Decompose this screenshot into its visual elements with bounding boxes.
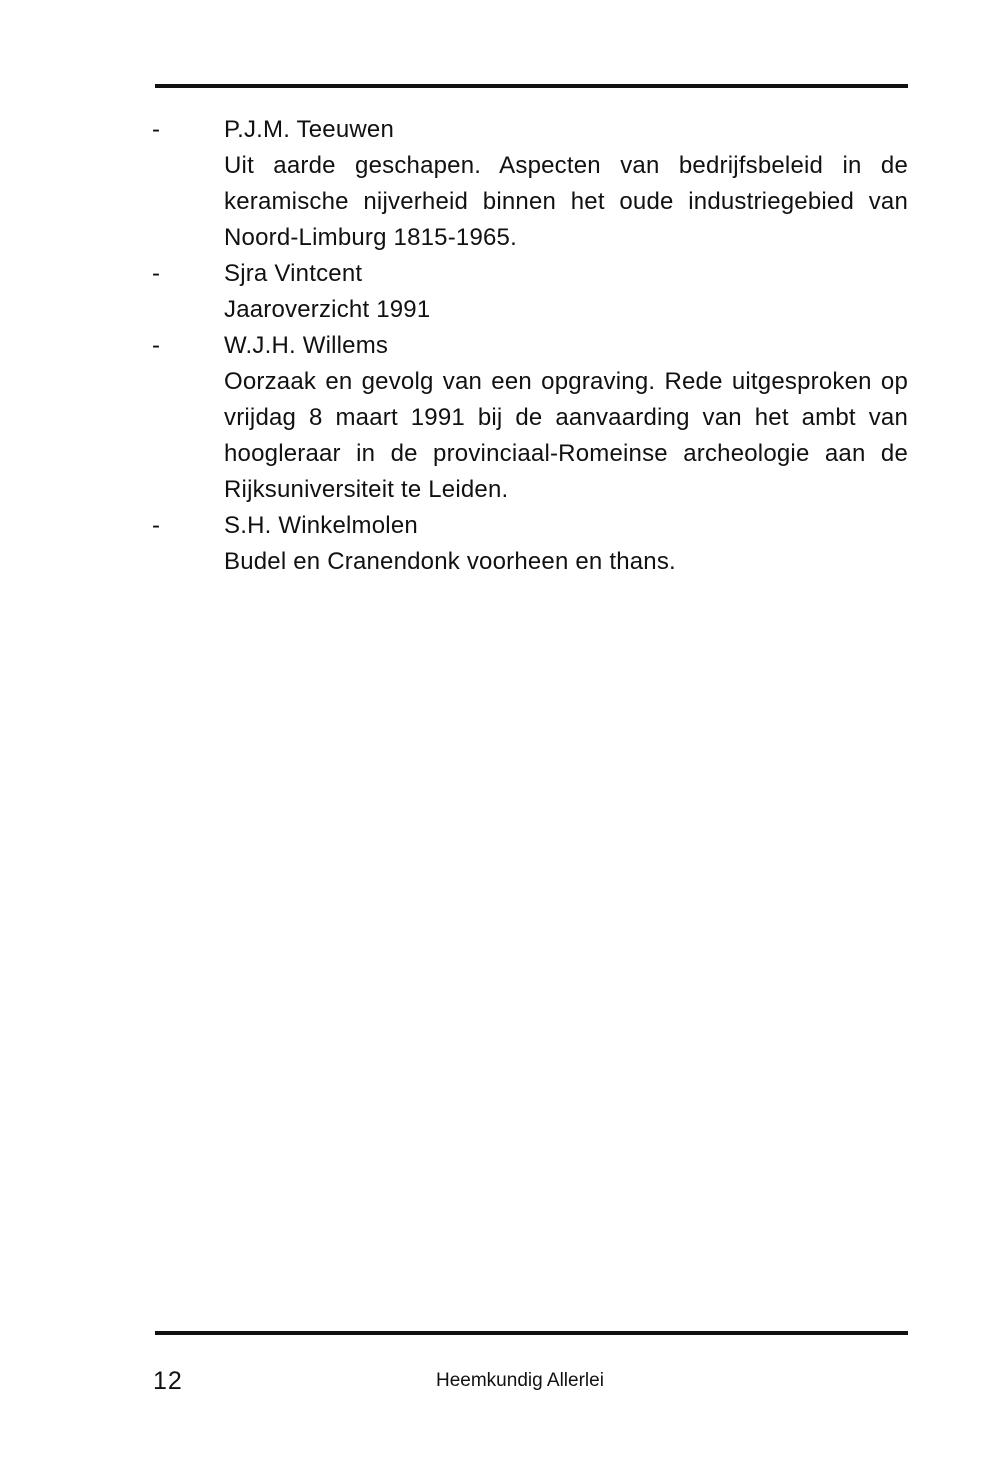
entry-title: Jaaroverzicht 1991 [224, 296, 431, 323]
entry-title: Oorzaak en gevolg van een opgraving. Rede uitgesproken op vrijdag 8 maart 1991 bij de aanvaarding van het ambt van hoogleraar in de provinciaal-Romeinse archeologie aan de Rijksuniversiteit te Leiden. [224, 368, 908, 503]
list-item [0, 328, 908, 508]
entry-author: Sjra Vintcent [224, 260, 363, 287]
entry-title: Uit aarde geschapen. Aspecten van bedrijfsbeleid in de keramische nijverheid binnen het oude industriegebied van Noord-Limburg 1815-1965. [224, 152, 908, 251]
bottom-rule [155, 1331, 908, 1335]
list-item [0, 112, 908, 256]
running-footer-title: Heemkundig Allerlei [436, 1370, 604, 1391]
list-item [0, 508, 908, 580]
list-bullet: - [152, 512, 160, 539]
list-bullet: - [152, 260, 160, 287]
list-bullet: - [152, 332, 160, 359]
entry-author: W.J.H. Willems [224, 332, 389, 359]
top-rule [155, 84, 908, 88]
entry-title: Budel en Cranendonk voorheen en thans. [224, 548, 676, 575]
entry-author: P.J.M. Teeuwen [224, 116, 395, 143]
list-bullet: - [152, 116, 160, 143]
publication-list [0, 112, 1000, 580]
page-number: 12 [153, 1367, 183, 1395]
entry-author: S.H. Winkelmolen [224, 512, 418, 539]
list-item [0, 256, 908, 328]
